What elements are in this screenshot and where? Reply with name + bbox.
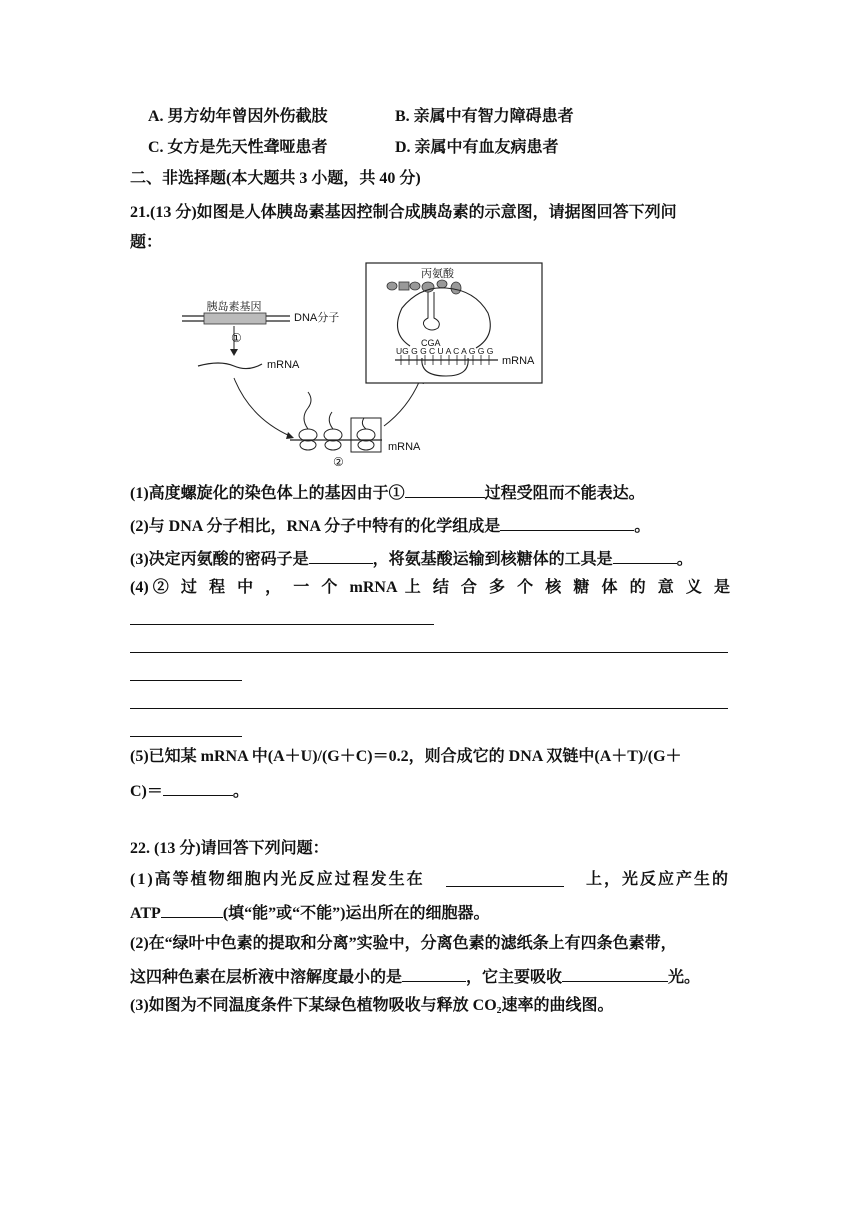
q21-stem-line2: 题： bbox=[130, 234, 163, 251]
step2-label: ② bbox=[333, 455, 344, 469]
codon-sequence: UG G G C U A C A G G G bbox=[396, 346, 494, 356]
q21-p3-blank-tool[interactable] bbox=[613, 546, 677, 564]
q21-p4: (4)② 过 程 中 ， 一 个 mRNA 上 结 合 多 个 核 糖 体 的 意 义 是 bbox=[130, 579, 730, 596]
option-c: C. 女方是先天性聋哑患者 bbox=[148, 139, 328, 156]
q21-p3: (3)决定丙氨酸的密码子是 ，将氨基酸运输到核糖体的工具是 。 bbox=[130, 546, 693, 571]
anticodon-label: CGA bbox=[421, 338, 441, 348]
q22-p1-blank-atp[interactable] bbox=[161, 900, 223, 918]
mrna-label-left: mRNA bbox=[267, 359, 300, 371]
q21-stem-line1: 21.(13 分)如图是人体胰岛素基因控制合成胰岛素的示意图，请据图回答下列问 bbox=[130, 204, 677, 221]
dna-label: DNA分子 bbox=[294, 312, 340, 324]
q22-p2-line1: (2)在“绿叶中色素的提取和分离”实验中，分离色素的滤纸条上有四条色素带， bbox=[130, 935, 677, 952]
q21-p4-answer-line-2[interactable] bbox=[130, 652, 728, 653]
option-a: A. 男方幼年曾因外伤截肢 bbox=[148, 108, 328, 125]
mrna-label-box: mRNA bbox=[502, 355, 535, 367]
q22-p3: (3)如图为不同温度条件下某绿色植物吸收与释放 CO₂速率的曲线图。 bbox=[130, 997, 614, 1014]
q21-p2: (2)与 DNA 分子相比，RNA 分子中特有的化学组成是 。 bbox=[130, 513, 650, 538]
q21-p2-blank[interactable] bbox=[500, 513, 634, 531]
q21-p4-answer-line-3[interactable] bbox=[130, 680, 242, 681]
q22-p1: (1)高等植物细胞内光反应过程发生在 上，光反应产生的 bbox=[130, 871, 730, 888]
q22-p1-blank-location[interactable] bbox=[446, 869, 564, 887]
q21-p4-answer-line-5[interactable] bbox=[130, 736, 242, 737]
mrna-label-bottom: mRNA bbox=[388, 441, 421, 453]
section-heading: 二、非选择题(本大题共 3 小题，共 40 分) bbox=[130, 170, 421, 187]
q21-p1-blank[interactable] bbox=[405, 480, 485, 498]
q21-p5-line1: (5)已知某 mRNA 中(A＋U)/(G＋C)＝0.2，则合成它的 DNA 双链中(A＋T)/(G＋ bbox=[130, 748, 682, 765]
mrna-strand-left bbox=[198, 363, 262, 369]
q22-p2-line2: 这四种色素在层析液中溶解度最小的是 ，它主要吸收 光。 bbox=[130, 964, 700, 989]
q22-p2-blank-light[interactable] bbox=[562, 964, 668, 982]
gene-label: 胰岛素基因 bbox=[206, 301, 262, 313]
step1-label: ① bbox=[231, 331, 242, 345]
gene-expression-diagram bbox=[170, 258, 550, 476]
q22-stem: 22. (13 分)请回答下列问题： bbox=[130, 840, 329, 857]
q21-p1: (1)高度螺旋化的染色体上的基因由于① 过程受阻而不能表达。 bbox=[130, 480, 645, 505]
option-b: B. 亲属中有智力障碍患者 bbox=[395, 108, 574, 125]
q21-p4-answer-line-4[interactable] bbox=[130, 708, 728, 709]
option-d: D. 亲属中有血友病患者 bbox=[395, 139, 559, 156]
q22-p1-line2: ATP (填“能”或“不能”)运出所在的细胞器。 bbox=[130, 900, 489, 925]
q21-p3-blank-codon[interactable] bbox=[309, 546, 373, 564]
q21-p4-answer-line-1[interactable] bbox=[130, 624, 434, 625]
q21-p5-line2: C)＝ 。 bbox=[130, 778, 249, 803]
q22-p2-blank-pigment[interactable] bbox=[402, 964, 466, 982]
q21-p5-blank[interactable] bbox=[163, 778, 233, 796]
alanine-label: 丙氨酸 bbox=[421, 268, 454, 280]
